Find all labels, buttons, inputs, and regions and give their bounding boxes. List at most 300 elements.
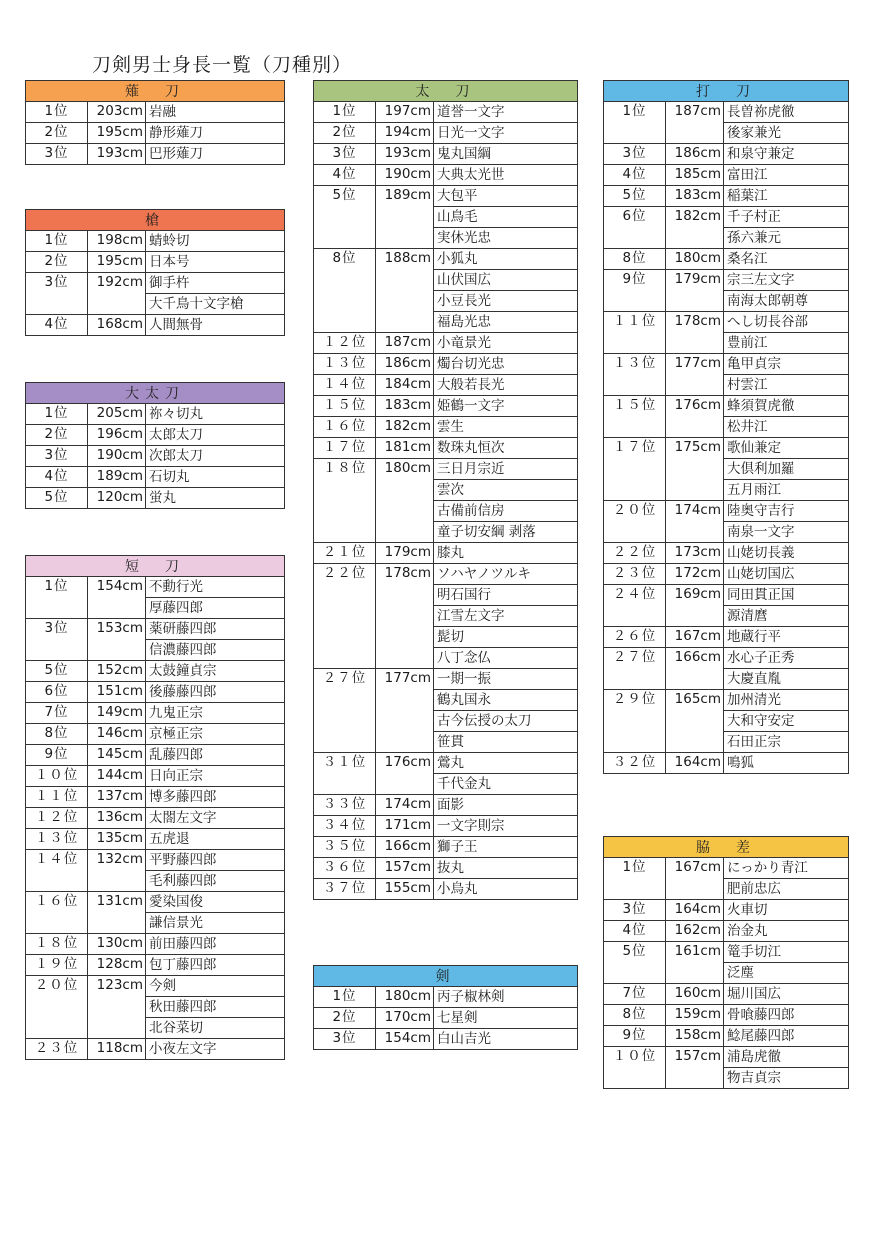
name-cell: 千代金丸 <box>434 774 578 795</box>
height-cell <box>666 480 724 501</box>
rank-cell <box>26 997 88 1018</box>
table-row <box>314 858 578 879</box>
name-cell: 日向正宗 <box>146 766 285 787</box>
table-row <box>604 921 849 942</box>
table-row <box>26 913 285 934</box>
ootachi-header: 大太刀 <box>26 383 285 404</box>
naginata-header: 薙 刀 <box>26 81 285 102</box>
rank-cell <box>604 963 666 984</box>
name-cell: 祢々切丸 <box>146 404 285 425</box>
table-row <box>314 165 578 186</box>
name-cell: 包丁藤四郎 <box>146 955 285 976</box>
table-row <box>26 850 285 871</box>
name-cell: 髭切 <box>434 627 578 648</box>
rank-cell: 8位 <box>604 249 666 270</box>
rank-cell <box>26 598 88 619</box>
name-cell: 小夜左文字 <box>146 1039 285 1060</box>
name-cell: 日本号 <box>146 252 285 273</box>
table-row <box>26 273 285 294</box>
table-row <box>26 934 285 955</box>
table-row <box>314 312 578 333</box>
name-cell: 石田正宗 <box>724 732 849 753</box>
height-cell: 182cm <box>376 417 434 438</box>
rank-cell: 8位 <box>314 249 376 270</box>
rank-cell: ２１位 <box>314 543 376 564</box>
rank-cell: 9位 <box>604 1026 666 1047</box>
height-cell: 192cm <box>88 273 146 294</box>
height-cell: 172cm <box>666 564 724 585</box>
rank-cell <box>26 871 88 892</box>
rank-cell <box>314 711 376 732</box>
table-row <box>604 144 849 165</box>
height-cell: 162cm <box>666 921 724 942</box>
height-cell: 169cm <box>666 585 724 606</box>
name-cell: 大千鳥十文字槍 <box>146 294 285 315</box>
table-row <box>604 900 849 921</box>
rank-cell: １５位 <box>314 396 376 417</box>
height-cell <box>88 913 146 934</box>
height-cell: 177cm <box>376 669 434 690</box>
rank-cell: １３位 <box>26 829 88 850</box>
height-cell <box>666 123 724 144</box>
name-cell: 地蔵行平 <box>724 627 849 648</box>
table-row <box>314 987 578 1008</box>
name-cell: 後家兼光 <box>724 123 849 144</box>
table-row <box>604 1068 849 1089</box>
table-row <box>26 404 285 425</box>
rank-cell <box>604 711 666 732</box>
name-cell: 大包平 <box>434 186 578 207</box>
table-row <box>604 690 849 711</box>
name-cell: 鶯丸 <box>434 753 578 774</box>
page-title: 刀剣男士身長一覧（刀種別） <box>92 54 353 76</box>
name-cell: 雲生 <box>434 417 578 438</box>
table-row <box>314 669 578 690</box>
height-cell: 189cm <box>88 467 146 488</box>
name-cell: 篭手切江 <box>724 942 849 963</box>
name-cell: 今剣 <box>146 976 285 997</box>
height-cell: 179cm <box>376 543 434 564</box>
rank-cell <box>604 375 666 396</box>
table-row <box>26 231 285 252</box>
rank-cell: 3位 <box>604 144 666 165</box>
rank-cell: 4位 <box>314 165 376 186</box>
table-row <box>314 480 578 501</box>
table-row <box>314 396 578 417</box>
rank-cell: ２９位 <box>604 690 666 711</box>
height-cell: 180cm <box>666 249 724 270</box>
name-cell: 鬼丸国綱 <box>434 144 578 165</box>
name-cell: 大和守安定 <box>724 711 849 732</box>
height-cell <box>376 270 434 291</box>
height-cell <box>88 1018 146 1039</box>
name-cell: 謙信景光 <box>146 913 285 934</box>
table-row <box>314 438 578 459</box>
rank-cell <box>314 207 376 228</box>
height-cell: 175cm <box>666 438 724 459</box>
rank-cell: 3位 <box>314 144 376 165</box>
name-cell: 道誉一文字 <box>434 102 578 123</box>
table-row <box>604 102 849 123</box>
table-row <box>26 1018 285 1039</box>
table-row <box>26 102 285 123</box>
height-cell <box>376 228 434 249</box>
name-cell: 抜丸 <box>434 858 578 879</box>
height-cell <box>376 501 434 522</box>
height-cell: 188cm <box>376 249 434 270</box>
table-row <box>604 711 849 732</box>
rank-cell: 2位 <box>26 425 88 446</box>
name-cell: 八丁念仏 <box>434 648 578 669</box>
name-cell: 大典太光世 <box>434 165 578 186</box>
rank-cell: 7位 <box>604 984 666 1005</box>
table-row <box>604 459 849 480</box>
table-row <box>314 627 578 648</box>
table-row <box>314 249 578 270</box>
table-row <box>26 619 285 640</box>
table-row <box>26 123 285 144</box>
rank-cell <box>604 669 666 690</box>
height-cell: 167cm <box>666 627 724 648</box>
rank-cell <box>314 522 376 543</box>
rank-cell: １５位 <box>604 396 666 417</box>
height-cell: 132cm <box>88 850 146 871</box>
height-cell: 195cm <box>88 252 146 273</box>
rank-cell: ３４位 <box>314 816 376 837</box>
name-cell: 骨喰藤四郎 <box>724 1005 849 1026</box>
table-row <box>604 186 849 207</box>
table-row <box>26 467 285 488</box>
height-cell: 180cm <box>376 459 434 480</box>
rank-cell <box>604 459 666 480</box>
rank-cell <box>26 913 88 934</box>
table-row <box>604 291 849 312</box>
name-cell: 山伏国広 <box>434 270 578 291</box>
height-cell: 120cm <box>88 488 146 509</box>
rank-cell: 3位 <box>604 900 666 921</box>
table-row <box>604 249 849 270</box>
height-cell: 153cm <box>88 619 146 640</box>
rank-cell: 6位 <box>26 682 88 703</box>
name-cell: 治金丸 <box>724 921 849 942</box>
rank-cell: 5位 <box>314 186 376 207</box>
name-cell: 岩融 <box>146 102 285 123</box>
rank-cell <box>604 417 666 438</box>
name-cell: 大般若長光 <box>434 375 578 396</box>
height-cell <box>88 598 146 619</box>
yari-table <box>25 209 285 336</box>
height-cell <box>666 228 724 249</box>
height-cell <box>666 522 724 543</box>
name-cell: 稲葉江 <box>724 186 849 207</box>
rank-cell: １０位 <box>26 766 88 787</box>
uchigatana-table <box>603 80 849 774</box>
height-cell <box>666 669 724 690</box>
name-cell: 白山吉光 <box>434 1029 578 1050</box>
table-row <box>314 375 578 396</box>
table-row <box>26 1039 285 1060</box>
rank-cell: １７位 <box>604 438 666 459</box>
rank-cell: 2位 <box>26 252 88 273</box>
rank-cell: 5位 <box>26 661 88 682</box>
height-cell: 203cm <box>88 102 146 123</box>
table-row <box>26 640 285 661</box>
rank-cell <box>314 774 376 795</box>
tsurugi-header: 剣 <box>314 966 578 987</box>
name-cell: 五月雨江 <box>724 480 849 501</box>
rank-cell: １２位 <box>26 808 88 829</box>
height-cell <box>88 871 146 892</box>
rank-cell: 1位 <box>26 102 88 123</box>
height-cell: 194cm <box>376 123 434 144</box>
rank-cell: 3位 <box>26 619 88 640</box>
height-cell: 183cm <box>376 396 434 417</box>
rank-cell: １１位 <box>604 312 666 333</box>
height-cell <box>376 207 434 228</box>
table-row <box>314 501 578 522</box>
height-cell: 166cm <box>376 837 434 858</box>
height-cell: 118cm <box>88 1039 146 1060</box>
rank-cell: 3位 <box>26 273 88 294</box>
name-cell: 蛍丸 <box>146 488 285 509</box>
height-cell: 151cm <box>88 682 146 703</box>
height-cell: 167cm <box>666 858 724 879</box>
table-row <box>604 1005 849 1026</box>
height-cell <box>666 459 724 480</box>
rank-cell: 1位 <box>314 987 376 1008</box>
table-row <box>604 564 849 585</box>
name-cell: 雲次 <box>434 480 578 501</box>
rank-cell: ２６位 <box>604 627 666 648</box>
name-cell: 実休光忠 <box>434 228 578 249</box>
name-cell: 燭台切光忠 <box>434 354 578 375</box>
table-row <box>26 598 285 619</box>
ootachi-table <box>25 382 285 509</box>
table-row <box>314 774 578 795</box>
tachi-header: 太 刀 <box>314 81 578 102</box>
name-cell: 信濃藤四郎 <box>146 640 285 661</box>
table-row <box>26 446 285 467</box>
rank-cell: 3位 <box>26 446 88 467</box>
name-cell: 巴形薙刀 <box>146 144 285 165</box>
table-row <box>314 879 578 900</box>
name-cell: 泛塵 <box>724 963 849 984</box>
rank-cell <box>314 228 376 249</box>
height-cell: 186cm <box>376 354 434 375</box>
table-row <box>314 1029 578 1050</box>
height-cell <box>376 585 434 606</box>
name-cell: 毛利藤四郎 <box>146 871 285 892</box>
height-cell: 178cm <box>666 312 724 333</box>
name-cell: にっかり青江 <box>724 858 849 879</box>
name-cell: 博多藤四郎 <box>146 787 285 808</box>
name-cell: 面影 <box>434 795 578 816</box>
height-cell: 187cm <box>376 333 434 354</box>
name-cell: 五虎退 <box>146 829 285 850</box>
uchigatana-header: 打 刀 <box>604 81 849 102</box>
name-cell: 南泉一文字 <box>724 522 849 543</box>
rank-cell <box>604 1068 666 1089</box>
name-cell: 鳴狐 <box>724 753 849 774</box>
rank-cell: ２４位 <box>604 585 666 606</box>
table-row <box>604 522 849 543</box>
name-cell: 小竜景光 <box>434 333 578 354</box>
tantou-table <box>25 555 285 1060</box>
table-row <box>604 648 849 669</box>
height-cell <box>376 690 434 711</box>
name-cell: 桑名江 <box>724 249 849 270</box>
height-cell <box>666 291 724 312</box>
table-row <box>26 766 285 787</box>
height-cell: 186cm <box>666 144 724 165</box>
table-row <box>314 459 578 480</box>
rank-cell: ３２位 <box>604 753 666 774</box>
table-row <box>314 753 578 774</box>
name-cell: 千子村正 <box>724 207 849 228</box>
name-cell: 蜂須賀虎徹 <box>724 396 849 417</box>
rank-cell: ２３位 <box>26 1039 88 1060</box>
rank-cell: 1位 <box>314 102 376 123</box>
rank-cell <box>314 291 376 312</box>
height-cell: 161cm <box>666 942 724 963</box>
name-cell: 蜻蛉切 <box>146 231 285 252</box>
height-cell <box>376 627 434 648</box>
name-cell: 南海太郎朝尊 <box>724 291 849 312</box>
name-cell: 薬研藤四郎 <box>146 619 285 640</box>
rank-cell: １４位 <box>26 850 88 871</box>
table-row <box>26 997 285 1018</box>
rank-cell: ２７位 <box>604 648 666 669</box>
table-row <box>314 186 578 207</box>
table-row <box>604 732 849 753</box>
name-cell: 数珠丸恒次 <box>434 438 578 459</box>
table-row <box>314 333 578 354</box>
height-cell: 205cm <box>88 404 146 425</box>
name-cell: 秋田藤四郎 <box>146 997 285 1018</box>
table-row <box>314 417 578 438</box>
table-row <box>604 438 849 459</box>
name-cell: 童子切安綱 剥落 <box>434 522 578 543</box>
rank-cell: 1位 <box>26 231 88 252</box>
name-cell: 北谷菜切 <box>146 1018 285 1039</box>
height-cell: 180cm <box>376 987 434 1008</box>
table-row <box>604 207 849 228</box>
height-cell: 158cm <box>666 1026 724 1047</box>
rank-cell <box>314 270 376 291</box>
table-row <box>604 963 849 984</box>
table-row <box>604 753 849 774</box>
table-row <box>604 1047 849 1068</box>
table-row <box>604 165 849 186</box>
height-cell: 193cm <box>376 144 434 165</box>
table-row <box>604 417 849 438</box>
rank-cell <box>604 123 666 144</box>
rank-cell <box>604 480 666 501</box>
name-cell: 大慶直胤 <box>724 669 849 690</box>
height-cell: 177cm <box>666 354 724 375</box>
rank-cell <box>26 1018 88 1039</box>
height-cell: 183cm <box>666 186 724 207</box>
name-cell: 小烏丸 <box>434 879 578 900</box>
name-cell: 火車切 <box>724 900 849 921</box>
rank-cell: １６位 <box>26 892 88 913</box>
rank-cell: ２０位 <box>26 976 88 997</box>
rank-cell: 4位 <box>604 921 666 942</box>
table-row <box>314 816 578 837</box>
table-row <box>26 294 285 315</box>
height-cell: 160cm <box>666 984 724 1005</box>
height-cell <box>376 522 434 543</box>
name-cell: 小豆長光 <box>434 291 578 312</box>
table-row <box>604 375 849 396</box>
name-cell: 大倶利加羅 <box>724 459 849 480</box>
table-row <box>604 123 849 144</box>
name-cell: 浦島虎徹 <box>724 1047 849 1068</box>
height-cell: 128cm <box>88 955 146 976</box>
naginata-table <box>25 80 285 165</box>
name-cell: 太閤左文字 <box>146 808 285 829</box>
name-cell: 後藤藤四郎 <box>146 682 285 703</box>
height-cell: 136cm <box>88 808 146 829</box>
table-row <box>26 808 285 829</box>
table-row <box>604 879 849 900</box>
name-cell: 豊前江 <box>724 333 849 354</box>
table-row <box>604 228 849 249</box>
rank-cell <box>604 291 666 312</box>
name-cell: 厚藤四郎 <box>146 598 285 619</box>
table-row <box>26 488 285 509</box>
name-cell: 獅子王 <box>434 837 578 858</box>
height-cell <box>666 711 724 732</box>
rank-cell: 5位 <box>604 186 666 207</box>
name-cell: 源清麿 <box>724 606 849 627</box>
name-cell: 長曽祢虎徹 <box>724 102 849 123</box>
height-cell: 184cm <box>376 375 434 396</box>
name-cell: 七星剣 <box>434 1008 578 1029</box>
rank-cell <box>26 294 88 315</box>
rank-cell: 2位 <box>314 123 376 144</box>
table-row <box>604 858 849 879</box>
wakizashi-header: 脇 差 <box>604 837 849 858</box>
name-cell: 石切丸 <box>146 467 285 488</box>
height-cell: 154cm <box>376 1029 434 1050</box>
rank-cell: 1位 <box>26 577 88 598</box>
name-cell: 丙子椒林剣 <box>434 987 578 1008</box>
rank-cell: ３６位 <box>314 858 376 879</box>
rank-cell: 2位 <box>314 1008 376 1029</box>
rank-cell <box>314 606 376 627</box>
height-cell <box>376 732 434 753</box>
table-row <box>604 984 849 1005</box>
name-cell: 古今伝授の太刀 <box>434 711 578 732</box>
table-row <box>314 291 578 312</box>
height-cell: 196cm <box>88 425 146 446</box>
height-cell <box>376 711 434 732</box>
height-cell: 189cm <box>376 186 434 207</box>
rank-cell: １２位 <box>314 333 376 354</box>
rank-cell <box>314 627 376 648</box>
height-cell: 159cm <box>666 1005 724 1026</box>
height-cell: 174cm <box>666 501 724 522</box>
height-cell: 137cm <box>88 787 146 808</box>
rank-cell: １７位 <box>314 438 376 459</box>
height-cell: 181cm <box>376 438 434 459</box>
height-cell: 173cm <box>666 543 724 564</box>
table-row <box>604 270 849 291</box>
table-row <box>314 522 578 543</box>
rank-cell: 1位 <box>26 404 88 425</box>
rank-cell: １１位 <box>26 787 88 808</box>
